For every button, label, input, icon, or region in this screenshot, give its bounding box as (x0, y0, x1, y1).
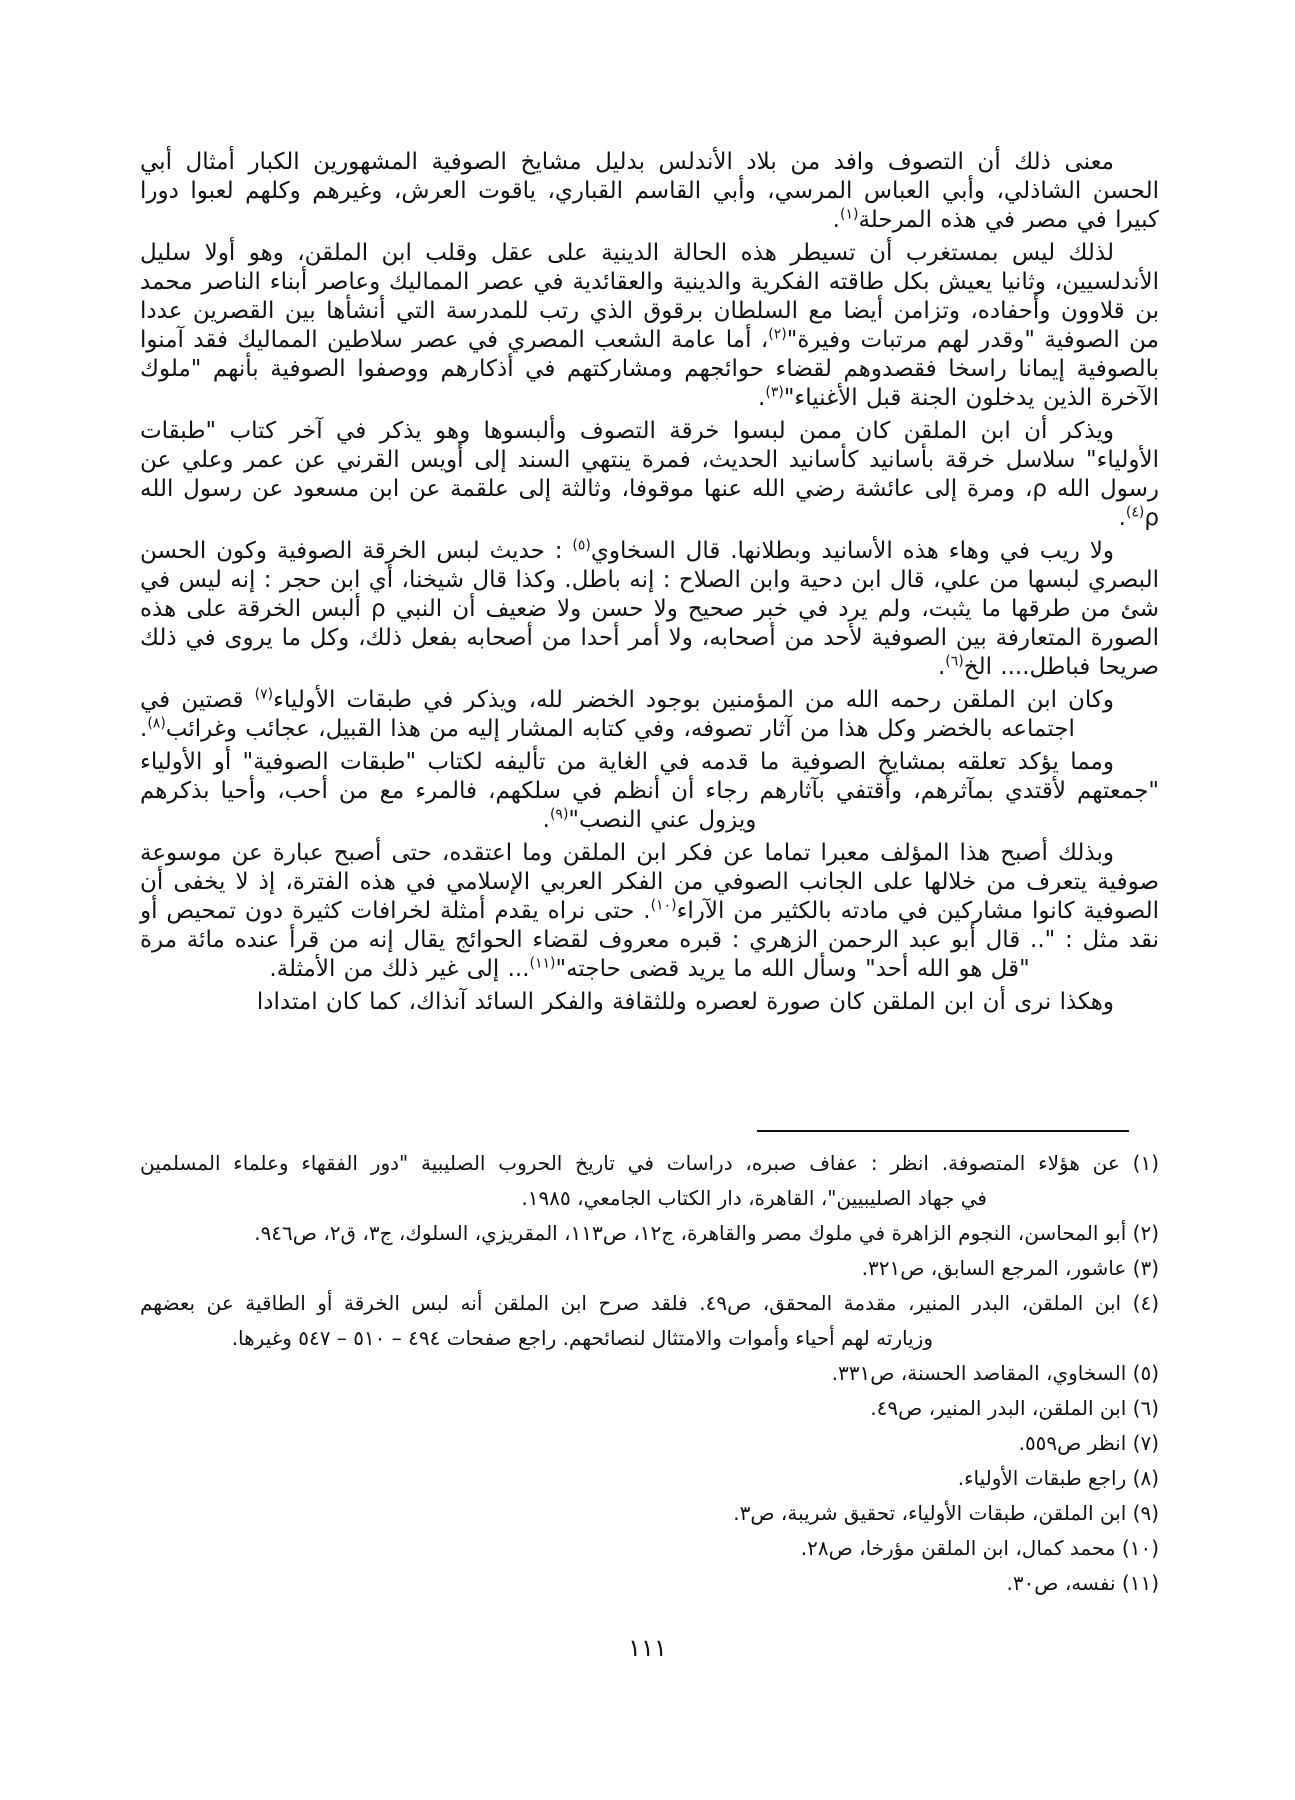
footnote-reference: (٧) (254, 686, 274, 703)
footnote-reference: (٤) (1125, 504, 1145, 521)
paragraph: لذلك ليس بمستغرب أن تسيطر هذه الحالة الدينية على عقل وقلب ابن الملقن، وهو أولا سليل الأندلسيين، وثانيا يعيش بكل طاقته الفكرية والدينية والعقائدية في عصر المماليك وعاصر أبناء الناصر محمد بن قلاوون وأحفاده، وتزامن أيضا مع السلطان برقوق الذي رتب للمدرسة التي أنشأها بين القصرين عددا من الصوفية "وقدر لهم مرتبات وفيرة"$^{(٢)}$، أما عامة الشعب المصري في عصر سلاطين المماليك فقد آمنوا بالصوفية إيمانا راسخا فقصدوهم لقضاء حوائجهم ومشاركتهم في أذكارهم ووصفوا الصوفية بأنهم "ملوك الآخرة الذين يدخلون الجنة قبل الأغنياء"$^{(٣)}$. (140, 240, 1159, 411)
paragraph: معنى ذلك أن التصوف وافد من بلاد الأندلس بدليل مشايخ الصوفية المشهورين الكبار أمثال أبي الحسن الشاذلي، وأبي العباس المرسي، وأبي القاسم القباري، ياقوت العرش، وغيرهم وكلهم لعبوا دورا كبيرا في مصر في هذه المرحلة$^{(١)}$. (140, 149, 1159, 233)
footnote-line: (٢) أبو المحاسن، النجوم الزاهرة في ملوك مصر والقاهرة، ج١٢، ص١١٣، المقريزي، السلوك، ج٣، ق٢، ص٩٤٦. (254, 1221, 1159, 1245)
footnote-line: (٤) ابن الملقن، البدر المنير، مقدمة المحقق، ص٤٩. فلقد صرح ابن الملقن أنه لبس الخرقة أو الطاقية عن بعضهم (140, 1291, 1160, 1315)
footnote-line: (٧) انظر ص٥٥٩. (1018, 1431, 1159, 1455)
body-paragraphs (140, 148, 1159, 1021)
footnote-reference: (٣) (765, 384, 784, 401)
paragraph: وبذلك أصبح هذا المؤلف معبرا تماما عن فكر ابن الملقن وما اعتقده، حتى أصبح عبارة عن موسوعة صوفية يتعرف من خلالها على الجانب الصوفي من الفكر العربي الإسلامي في هذه الفترة، إذ لا يخفى أن الصوفية كانوا مشاركين في مادته بالكثير من الآراء$^{(١٠)}$. حتى نراه يقدم أمثلة لخرافات كثيرة دون تمحيص أو نقد مثل : ".. قال أبو عبد الرحمن الزهري : قبره معروف لقضاء الحوائج يقال إنه من قرأ عنده مائة مرة "قل هو الله أحد" وسأل الله ما يريد قضى حاجته"$^{(١١)}$... إلى غير ذلك من الأمثلة. (140, 840, 1159, 982)
footnote-line: (٥) السخاوي، المقاصد الحسنة، ص٣٣١. (831, 1361, 1159, 1385)
footnote-reference: (٦) (945, 653, 964, 670)
footnote-separator (757, 1130, 1129, 1132)
footnote-line: في جهاد الصليبيين"، القاهرة، دار الكتاب الجامعي، ١٩٨٥. (521, 1186, 987, 1210)
footnote-reference: (١٠) (650, 897, 677, 914)
footnote-list (140, 1146, 1159, 1601)
footnote-line: (٨) راجع طبقات الأولياء. (957, 1466, 1159, 1490)
footnote-line: (١١) نفسه، ص٣٠. (1006, 1571, 1159, 1595)
page-number: ١١١ (628, 1634, 667, 1662)
footnote-reference: (١) (839, 206, 859, 223)
footnote-line: (٣) عاشور، المرجع السابق، ص٣٢١. (861, 1256, 1159, 1280)
footnote-reference: (١١) (529, 955, 556, 972)
footnote-reference: (٩) (549, 806, 569, 823)
footnote-reference: (٢) (768, 326, 787, 343)
footnote-line: (٦) ابن الملقن، البدر المنير، ص٤٩. (870, 1396, 1159, 1420)
footnote-line: (١٠) محمد كمال، ابن الملقن مؤرخا، ص٢٨. (800, 1536, 1159, 1560)
paragraph: وهكذا نرى أن ابن الملقن كان صورة لعصره وللثقافة والفكر السائد آنذاك، كما كان امتدادا (256, 989, 1114, 1015)
footnote-reference: (٥) (572, 537, 591, 554)
footnotes-section (140, 1130, 1159, 1601)
paragraph: ولا ريب في وهاء هذه الأسانيد وبطلانها. قال السخاوي$^{(٥)}$ : حديث لبس الخرقة الصوفية وكون الحسن البصري لبسها من علي، قال ابن دحية وابن الصلاح : إنه باطل. وكذا قال شيخنا، أي ابن حجر : إنه ليس في شئ من طرقها ما يثبت، ولم يرد في خبر صحيح ولا حسن ولا ضعيف أن النبي ρ ألبس الخرقة على هذه الصورة المتعارفة بين الصوفية لأحد من أصحابه، ولا أمر أحدا من أصحابه بفعل ذلك، وكل ما يروى في ذلك صريحا فباطل.... الخ$^{(٦)}$. (140, 537, 1159, 680)
paragraph: ويذكر أن ابن الملقن كان ممن لبسوا خرقة التصوف وألبسوها وهو يذكر في آخر كتاب "طبقات الأولياء" سلاسل خرقة بأسانيد كأسانيد الحديث، فمرة ينتهي السند إلى أويس القرني عن عمر وعلي عن رسول الله ρ، ومرة إلى عائشة رضي الله عنها موقوفا، وثالثة إلى علقمة عن ابن مسعود عن رسول الله $\rho^{(٤)}$. (140, 418, 1160, 531)
footnote-line: وزيارته لهم أحياء وأموات والامتثال لنصائحهم. راجع صفحات ٤٩٤ – ٥١٠ – ٥٤٧ وغيرها. (231, 1326, 933, 1350)
footnote-line: (١) عن هؤلاء المتصوفة. انظر : عفاف صبره، دراسات في تاريخ الحروب الصليبية "دور الفقهاء وعلماء المسلمين (140, 1151, 1159, 1175)
paragraph: ومما يؤكد تعلقه بمشايخ الصوفية ما قدمه في الغاية من تأليفه لكتاب "طبقات الصوفية" أو الأولياء "جمعتهم لأقتدي بمآثرهم، وأقتفي بآثارهم رجاء أن أنظم في سلكهم، فالمرء مع من أحب، وأحيا بذكرهم ويزول عني النصب"$^{(٩)}$. (140, 749, 1159, 833)
paragraph: وكان ابن الملقن رحمه الله من المؤمنين بوجود الخضر لله، ويذكر في طبقات الأولياء$^{(٧)}$ قصتين في اجتماعه بالخضر وكل هذا من آثار تصوفه، وفي كتابه المشار إليه من هذا القبيل، عجائب وغرائب$^{(٨)}$. (140, 686, 1114, 742)
footnote-line: (٩) ابن الملقن، طبقات الأولياء، تحقيق شريبة، ص٣. (733, 1501, 1159, 1525)
footnote-reference: (٨) (147, 715, 166, 732)
